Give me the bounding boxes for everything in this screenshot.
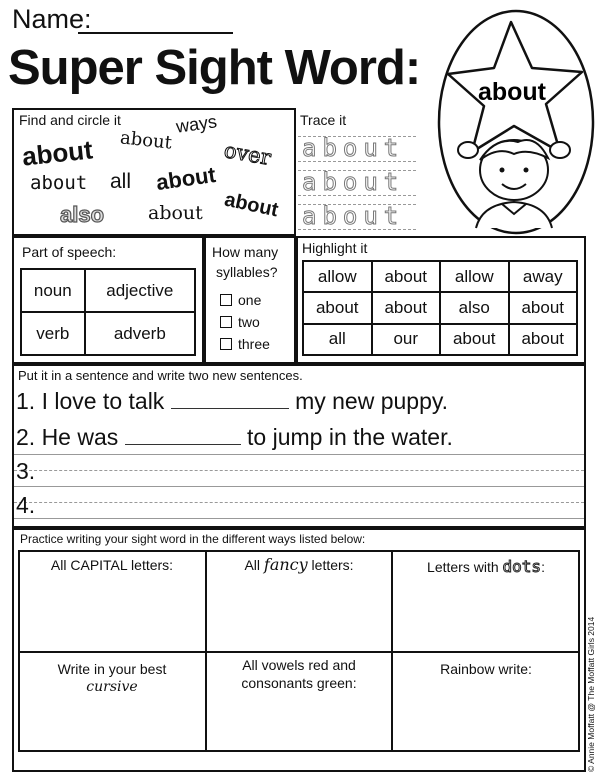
sentence-2-blank[interactable] — [125, 444, 241, 445]
syllable-option[interactable]: three — [220, 336, 270, 352]
highlight-word[interactable]: about — [372, 261, 441, 292]
trace-word[interactable]: about — [302, 202, 405, 230]
highlight-grid — [302, 260, 578, 356]
practice-vowels[interactable]: All vowels red and consonants green: — [241, 657, 357, 691]
highlight-label: Highlight it — [302, 240, 368, 256]
find-word[interactable]: over — [222, 138, 273, 170]
write-line — [14, 518, 584, 519]
checkbox[interactable] — [220, 338, 232, 350]
sentence-label: Put it in a sentence and write two new sentences. — [18, 368, 303, 383]
sentence-1-blank[interactable] — [171, 408, 289, 409]
highlight-word[interactable]: allow — [303, 261, 372, 292]
highlight-word[interactable]: about — [372, 292, 441, 323]
sentence-4-number[interactable]: 4. — [16, 492, 36, 518]
write-line-dashed — [14, 502, 584, 503]
name-line[interactable] — [78, 32, 233, 34]
highlight-word[interactable]: about — [440, 324, 509, 355]
practice-fancy[interactable]: All fancy letters: — [244, 555, 354, 574]
trace-word[interactable]: about — [302, 168, 405, 196]
copyright-box — [583, 600, 597, 772]
find-word[interactable]: also — [60, 202, 105, 227]
trace-word[interactable]: about — [302, 134, 405, 162]
highlight-word[interactable]: our — [372, 324, 441, 355]
syllables-label-line1: How many — [212, 244, 279, 260]
speech-option-adverb[interactable]: adverb — [85, 312, 195, 355]
find-word[interactable]: all — [110, 170, 132, 193]
find-word[interactable]: about — [148, 202, 203, 224]
practice-label: Practice writing your sight word in the different ways listed below: — [20, 532, 366, 546]
highlight-word[interactable]: about — [303, 292, 372, 323]
write-line — [14, 454, 584, 455]
highlight-word[interactable]: allow — [440, 261, 509, 292]
speech-label: Part of speech: — [22, 244, 117, 260]
speech-option-noun[interactable]: noun — [21, 269, 85, 312]
find-word[interactable]: ways — [174, 111, 219, 137]
star-kid-illustration — [436, 8, 596, 236]
copyright: © Annie Moffatt @ The Moffatt Girls 2014 — [586, 616, 596, 772]
sentence-2: 2. He was to jump in the water. — [16, 424, 453, 450]
speech-grid — [20, 268, 196, 356]
find-word[interactable]: about — [30, 172, 88, 194]
write-line — [14, 486, 584, 487]
highlight-word[interactable]: away — [509, 261, 578, 292]
page-title: Super Sight Word: — [8, 41, 421, 95]
practice-dots[interactable]: Letters with dots: — [427, 557, 545, 576]
find-word[interactable]: about — [154, 161, 218, 196]
sentence-1: 1. I love to talk my new puppy. — [16, 388, 449, 414]
find-word[interactable]: about — [20, 134, 95, 172]
practice-capital[interactable]: All CAPITAL letters: — [50, 557, 174, 573]
checkbox[interactable] — [220, 294, 232, 306]
find-label: Find and circle it — [19, 112, 121, 128]
find-word[interactable]: about — [119, 127, 173, 154]
highlight-word[interactable]: all — [303, 324, 372, 355]
star-word: about — [477, 78, 547, 106]
practice-cursive[interactable]: Write in your best cursive — [57, 661, 167, 695]
syllables-label-line2: syllables? — [216, 264, 278, 280]
name-label: Name: — [12, 4, 92, 34]
checkbox[interactable] — [220, 316, 232, 328]
trace-label: Trace it — [300, 112, 347, 128]
highlight-word[interactable]: also — [440, 292, 509, 323]
grid-divider — [18, 651, 580, 653]
highlight-word[interactable]: about — [509, 292, 578, 323]
sentence-3-number[interactable]: 3. — [16, 458, 36, 484]
syllable-option[interactable]: two — [220, 314, 260, 330]
speech-option-adjective[interactable]: adjective — [85, 269, 195, 312]
write-line-dashed — [14, 470, 584, 471]
highlight-word[interactable]: about — [509, 324, 578, 355]
find-word[interactable]: about — [222, 188, 281, 222]
speech-option-verb[interactable]: verb — [21, 312, 85, 355]
practice-rainbow[interactable]: Rainbow write: — [440, 661, 532, 677]
syllable-option[interactable]: one — [220, 292, 261, 308]
